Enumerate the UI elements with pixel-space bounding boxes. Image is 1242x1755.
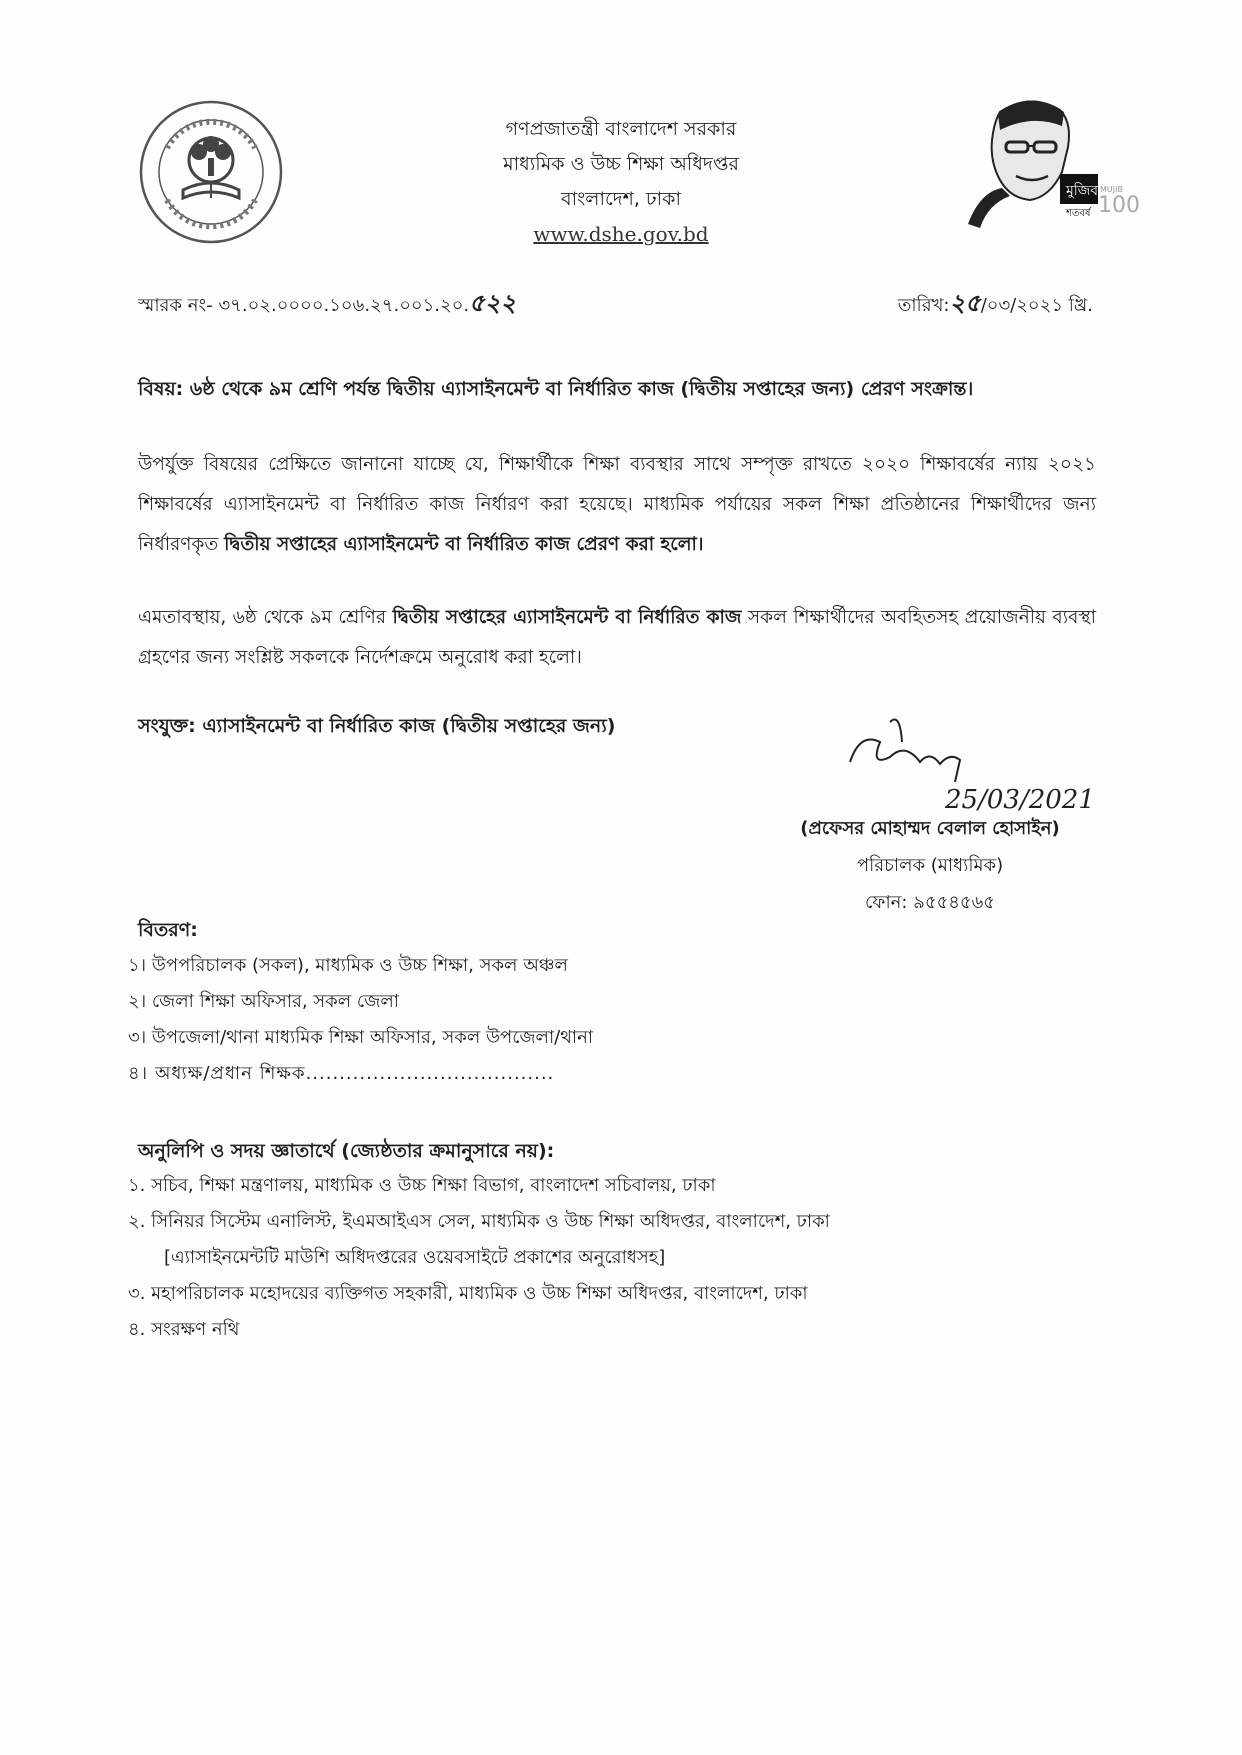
signature-date: 25/03/2021 xyxy=(945,785,1095,815)
svg-text:শতবর্ষ: শতবর্ষ xyxy=(1066,208,1091,219)
signatory-designation: পরিচালক (মাধ্যমিক) xyxy=(856,855,1004,876)
office-location: বাংলাদেশ, ঢাকা xyxy=(561,188,681,210)
date-rest: /০৩/২০২১ খ্রি. xyxy=(980,295,1093,316)
dshe-seal-icon xyxy=(137,98,285,246)
list-item: ২। জেলা শিক্ষা অফিসার, সকল জেলা xyxy=(128,991,399,1012)
list-item: [এ্যাসাইনমেন্টটি মাউশি অধিদপ্তরের ওয়েবসাইটে প্রকাশের অনুরোধসহ] xyxy=(164,1247,666,1268)
reference-row xyxy=(138,285,1093,325)
signatory-phone: ফোন: ৯৫৫৪৫৬৫ xyxy=(865,892,995,913)
office-name: মাধ্যমিক ও উচ্চ শিক্ষা অধিদপ্তর xyxy=(503,153,739,175)
list-item: ৩। উপজেলা/থানা মাধ্যমিক শিক্ষা অফিসার, সকল উপজেলা/থানা xyxy=(128,1027,594,1048)
list-item: ২. সিনিয়র সিস্টেম এনালিস্ট, ইএমআইএস সেল, মাধ্যমিক ও উচ্চ শিক্ষা অধিদপ্তর, বাংলাদেশ, ঢাকা xyxy=(128,1211,830,1232)
copies-list xyxy=(128,1168,830,1348)
website-link[interactable]: www.dshe.gov.bd xyxy=(533,222,709,246)
para2-bold: দ্বিতীয় সপ্তাহের এ্যাসাইনমেন্ট বা নির্ধারিত কাজ xyxy=(392,607,742,628)
signatory-name: (প্রফেসর মোহাম্মদ বেলাল হোসাইন) xyxy=(800,818,1060,839)
govt-name: গণপ্রজাতন্ত্রী বাংলাদেশ সরকার xyxy=(505,118,737,140)
distribution-title: বিতরণ: xyxy=(138,919,198,941)
signatory-block xyxy=(770,810,1090,921)
copies-title: অনুলিপি ও সদয় জ্ঞাতার্থে (জ্যেষ্ঠতার ক্রমানুসারে নয়): xyxy=(138,1140,555,1162)
svg-text:MUJIB: MUJIB xyxy=(1100,185,1123,194)
memo-number xyxy=(138,285,516,325)
memo-handwritten: ৫২২ xyxy=(469,288,516,317)
list-item: ১. সচিব, শিক্ষা মন্ত্রণালয়, মাধ্যমিক ও উচ্চ শিক্ষা বিভাগ, বাংলাদেশ সচিবালয়, ঢাকা xyxy=(128,1175,716,1196)
date-handwritten: ২৫ xyxy=(949,288,981,317)
attachment-line: সংযুক্ত: এ্যাসাইনমেন্ট বা নির্ধারিত কাজ (দ্বিতীয় সপ্তাহের জন্য) xyxy=(138,715,616,737)
memo-date xyxy=(898,285,1093,325)
list-item: ৪. সংরক্ষণ নথি xyxy=(128,1319,240,1340)
memo-label: স্মারক নং- ৩৭.০২.০০০০.১০৬.২৭.০০১.২০. xyxy=(138,295,470,316)
para1-text: উপর্যুক্ত বিষয়ের প্রেক্ষিতে জানানো যাচ্ছে যে, শিক্ষার্থীকে শিক্ষা ব্যবস্থার সাথে সম্পৃক্ত রাখতে ২০২০ শিক্ষাবর্ষের ন্যায় ২০২১ শিক্ষাবর্ষের এ্যাসাইনমেন্ট বা নির্ধারিত কাজ নির্ধারণ করা হয়েছে। মাধ্যমিক পর্যায়ের সকল শিক্ষা প্রতিষ্ঠানের শিক্ষার্থীদের জন্য নির্ধারণকৃত xyxy=(138,454,1096,555)
list-item: ১। উপপরিচালক (সকল), মাধ্যমিক ও উচ্চ শিক্ষা, সকল অঞ্চল xyxy=(128,955,568,976)
date-label: তারিখ: xyxy=(897,295,950,316)
distribution-list xyxy=(128,948,593,1092)
body-paragraph-2 xyxy=(138,598,1096,678)
mujib-borsho-logo-icon xyxy=(940,92,1140,232)
para2-after: সকল শিক্ষার্থীদের অবহিতসহ প্রয়োজনীয় ব্যবস্থা গ্রহণের জন্য সংশ্লিষ্ট সকলকে নির্দেশক্রমে অনুরোধ করা হলো। xyxy=(138,607,1097,668)
para1-bold: দ্বিতীয় সপ্তাহের এ্যাসাইনমেন্ট বা নির্ধারিত কাজ প্রেরণ করা হলো। xyxy=(224,534,704,555)
subject-line: বিষয়: ৬ষ্ঠ থেকে ৯ম শ্রেণি পর্যন্ত দ্বিতীয় এ্যাসাইনমেন্ট বা নির্ধারিত কাজ (দ্বিতীয় সপ্তাহের জন্য) প্রেরণ সংক্রান্ত। xyxy=(138,378,974,400)
list-item: ৪। অধ্যক্ষ/প্রধান শিক্ষক..................................... xyxy=(128,1063,555,1084)
letterhead xyxy=(420,112,822,252)
signature-icon xyxy=(830,712,1110,822)
para2-before: এমতাবস্থায়, ৬ষ্ঠ থেকে ৯ম শ্রেণির xyxy=(138,607,393,628)
svg-text:মুজিব: মুজিব xyxy=(1066,183,1099,199)
body-paragraph-1 xyxy=(138,445,1096,565)
svg-text:100: 100 xyxy=(1098,193,1140,218)
list-item: ৩. মহাপরিচালক মহোদয়ের ব্যক্তিগত সহকারী, মাধ্যমিক ও উচ্চ শিক্ষা অধিদপ্তর, বাংলাদেশ, ঢাকা xyxy=(128,1283,808,1304)
